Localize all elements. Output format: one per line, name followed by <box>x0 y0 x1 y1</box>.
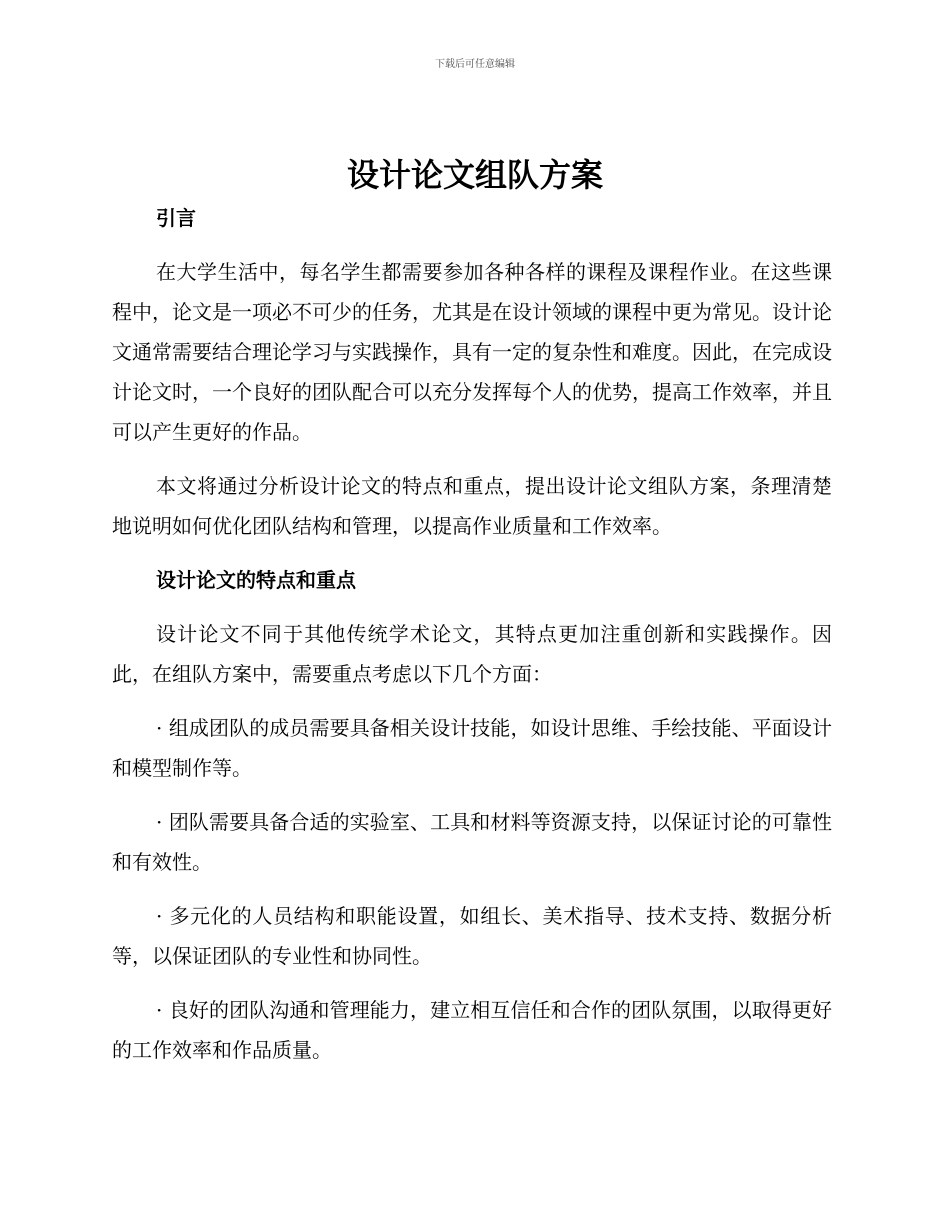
paragraph: 设计论文不同于其他传统学术论文，其特点更加注重创新和实践操作。因此，在组队方案中，需要重点考虑以下几个方面： <box>112 622 832 686</box>
bullet-item: · 良好的团队沟通和管理能力，建立相互信任和合作的团队氛围，以取得更好的工作效率和作品质量。 <box>112 998 832 1062</box>
paragraph: 本文将通过分析设计论文的特点和重点，提出设计论文组队方案，条理清楚地说明如何优化团队结构和管理，以提高作业质量和工作效率。 <box>112 474 832 538</box>
bullet-item: · 多元化的人员结构和职能设置，如组长、美术指导、技术支持、数据分析等，以保证团队的专业性和协同性。 <box>112 904 832 968</box>
section-heading-features: 设计论文的特点和重点 <box>156 568 356 592</box>
page-header: 下载后可任意编辑 <box>435 59 515 70</box>
section-heading-introduction: 引言 <box>156 206 196 230</box>
bullet-item: · 组成团队的成员需要具备相关设计技能，如设计思维、手绘技能、平面设计和模型制作等。 <box>112 716 832 780</box>
document-body <box>112 198 832 1084</box>
bullet-item: · 团队需要具备合适的实验室、工具和材料等资源支持，以保证讨论的可靠性和有效性。 <box>112 810 832 874</box>
document-title: 设计论文组队方案 <box>346 156 603 194</box>
paragraph: 在大学生活中，每名学生都需要参加各种各样的课程及课程作业。在这些课程中，论文是一项必不可少的任务，尤其是在设计领域的课程中更为常见。设计论文通常需要结合理论学习与实践操作，具有一定的复杂性和难度。因此，在完成设计论文时，一个良好的团队配合可以充分发挥每个人的优势，提高工作效率，并且可以产生更好的作品。 <box>112 260 832 444</box>
